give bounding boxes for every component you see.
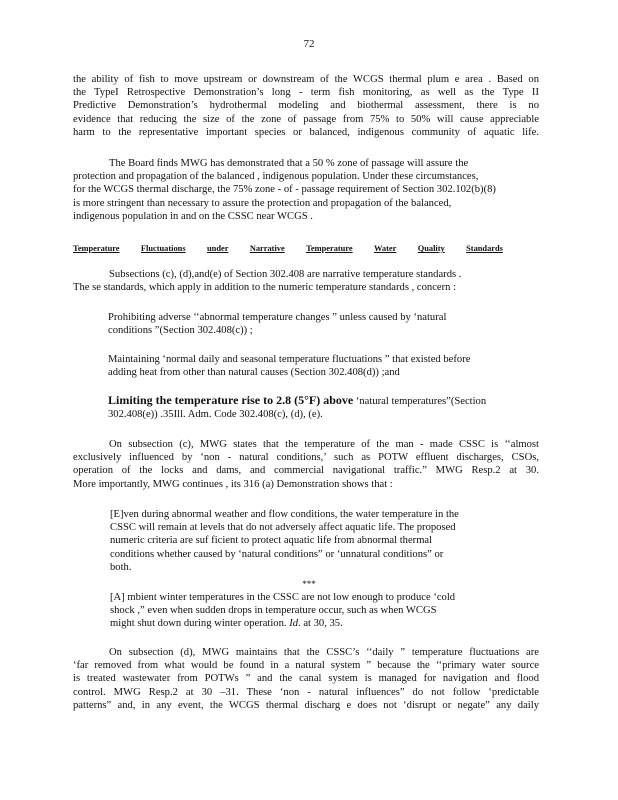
bullet-text <box>108 353 528 379</box>
text-line: numeric criteria are suf ficient to protect aquatic life from abnormal thermal <box>110 535 433 547</box>
paragraph-subsection-d <box>73 646 539 712</box>
text-line: is treated wastewater from POTWs ” and the canal system is managed for navigation and flood <box>73 673 539 685</box>
text-line: On subsection (c), MWG states that the temperature of the man - made CSSC is ‘‘almost <box>109 439 539 450</box>
text-line: the ability of fish to move upstream or downstream of the WCGS thermal plum e area . Based on <box>73 74 539 85</box>
bullet-bold-text: Limiting the temperature rise to 2.8 (5°F) above <box>108 393 354 407</box>
paragraph-narrative-standards <box>73 268 513 294</box>
text-line: Predictive Demonstration’s hydrothermal modeling and biothermal assessment, there is no <box>73 100 539 112</box>
text-line: CSSC will remain at levels that do not adversely affect aquatic life. The proposed <box>110 522 456 534</box>
page-number: 72 <box>303 38 315 50</box>
text-line: the TypeI Retrospective Demonstration’s long - term fish monitoring, as well as the Type II <box>73 87 539 99</box>
heading-word: Narrative <box>249 244 285 253</box>
text-line: adding heat from other than natural causes (Section 302.408(d)) ;and <box>108 367 400 379</box>
text-line: More importantly, MWG continues , its 316 (a) Demonstration shows that : <box>73 478 393 490</box>
text-line: ‘far removed from what would be found in a natural system ” because the ‘‘primary water source <box>73 660 539 672</box>
citation-id: Id <box>289 618 299 630</box>
text-line: [E]ven during abnormal weather and flow conditions, the water temperature in the <box>110 509 459 520</box>
text-line: harm to the representative important species or balanced, indigenous community of aquatic life. <box>73 126 539 138</box>
heading-word: Quality <box>417 244 445 253</box>
text-line: The Board finds MWG has demonstrated that a 50 % zone of passage will assure the <box>109 158 469 169</box>
text-line: Prohibiting adverse ‘‘abnormal temperature changes ” unless caused by ‘natural <box>108 312 447 323</box>
text-line: On subsection (d), MWG maintains that the CSSC’s ‘‘daily ” temperature fluctuations are <box>109 647 539 658</box>
heading-word: Fluctuations <box>140 244 186 253</box>
bullet-text <box>108 311 528 337</box>
text-line: conditions whether caused by ‘natural conditions” or ‘unnatural conditions” or <box>110 548 444 560</box>
heading-word: under <box>207 244 229 253</box>
block-quote <box>110 591 500 631</box>
heading-word: Temperature <box>73 244 120 253</box>
text-line: Subsections (c), (d),and(e) of Section 302.408 are narrative temperature standards . <box>109 269 462 280</box>
text-line: 302.408(e)) .35Ill. Adm. Code 302.408(c), (d), (e). <box>108 409 323 421</box>
text-fragment: . at 30, 35. <box>298 618 343 630</box>
text-line: operation of the locks and dams, and commercial navigational traffic.” MWG Resp.2 at 30. <box>73 465 539 477</box>
text-fragment: might shut down during winter operation. <box>110 618 287 630</box>
text-line: both. <box>110 561 132 573</box>
text-line: is more stringent than necessary to assure the protection and propagation of the balanced, <box>73 197 452 209</box>
text-line: shock ,” even when sudden drops in temperature occur, such as when WCGS <box>110 605 437 617</box>
heading-word: Water <box>374 244 397 253</box>
paragraph-subsection-c <box>73 438 539 491</box>
text-line: exclusively influenced by ‘non - natural conditions,’ such as POTW effluent discharges, CSOs, <box>73 452 539 464</box>
text-line: control. MWG Resp.2 at 30 –31. These ‘non - natural influences” do not follow ‘predictable <box>73 686 539 698</box>
text-line: evidence that reducing the size of the zone of passage from 75% to 50% will cause appreciable <box>73 113 539 125</box>
heading-word: Standards <box>466 244 503 253</box>
text-line: conditions ”(Section 302.408(c)) ; <box>108 325 253 337</box>
text-line: indigenous population in and on the CSSC near WCGS . <box>73 210 313 222</box>
text-line: protection and propagation of the balanced , indigenous population. Under these circumstances, <box>73 171 479 183</box>
block-quote <box>110 508 500 574</box>
text-line: patterns” and, in any event, the WCGS thermal discharg e does not ‘disrupt or negate” any daily <box>73 699 539 711</box>
text-line: The se standards, which apply in addition to the numeric temperature standards , concern : <box>73 282 457 294</box>
text-line: [A] mbient winter temperatures in the CSSC are not low enough to produce ‘cold <box>110 592 456 603</box>
section-heading <box>73 242 503 255</box>
bullet-text-rest: ‘natural temperatures”(Section <box>353 396 487 407</box>
bullet-text <box>108 394 528 421</box>
paragraph-zone-of-passage-evidence <box>73 73 539 139</box>
section-break-asterisks: *** <box>302 579 316 589</box>
paragraph-board-finding <box>73 157 513 223</box>
text-line: Maintaining ‘normal daily and seasonal temperature fluctuations ” that existed before <box>108 354 471 365</box>
text-line: for the WCGS thermal discharge, the 75% zone - of - passage requirement of Section 302.102(b)(8) <box>73 184 496 196</box>
heading-word: Temperature <box>306 244 353 253</box>
